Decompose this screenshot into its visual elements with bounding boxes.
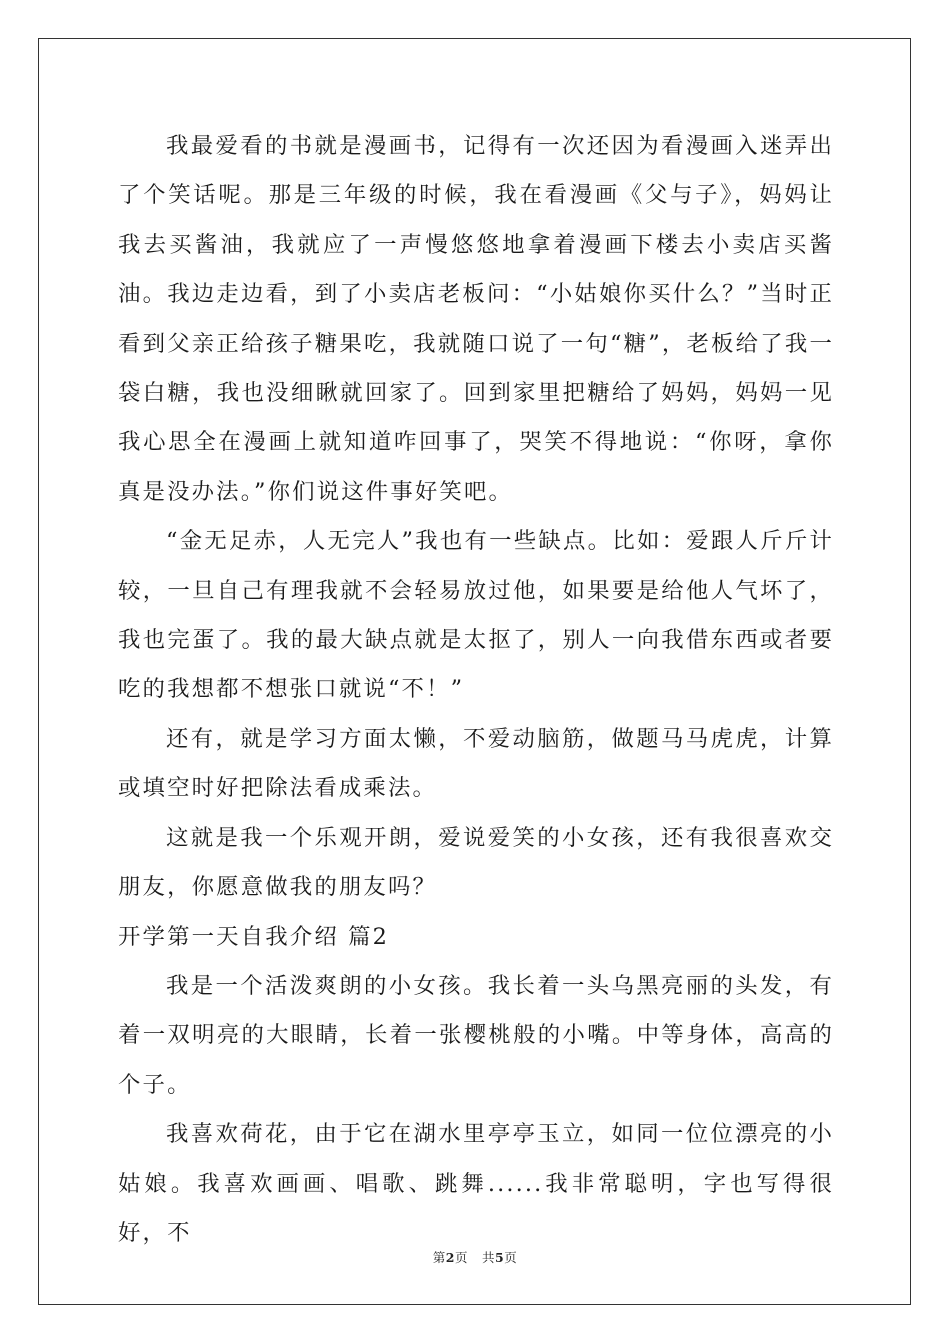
paragraph: 我喜欢荷花，由于它在湖水里亭亭玉立，如同一位位漂亮的小姑娘。我喜欢画画、唱歌、跳舞......我非常聪明，字也写得很好，不 [118,1121,834,1246]
page-suffix: 页 [454,1250,468,1265]
section-heading: 开学第一天自我介绍 篇2 [118,923,390,950]
page-prefix: 第 [432,1250,446,1265]
total-prefix: 共 [482,1250,496,1265]
paragraph: 还有，就是学习方面太懒，不爱动脑筋，做题马马虎虎，计算或填空时好把除法看成乘法。 [118,725,834,802]
total-suffix: 页 [504,1250,518,1265]
paragraph: 我是一个活泼爽朗的小女孩。我长着一头乌黑亮丽的头发，有着一双明亮的大眼睛，长着一张樱桃般的小嘴。中等身体，高高的个子。 [118,972,834,1098]
total-pages: 5 [495,1250,505,1265]
paragraph: “金无足赤，人无完人”我也有一些缺点。比如：爱跟人斤斤计较，一旦自己有理我就不会轻易放过他，如果要是给他人气坏了，我也完蛋了。我的最大缺点就是太抠了，别人一向我借东西或者要吃的我想都不想张口就说“不！” [118,528,834,703]
page-number: 2 [445,1250,455,1265]
document-body [118,122,834,1258]
paragraph: 这就是我一个乐观开朗，爱说爱笑的小女孩，还有我很喜欢交朋友，你愿意做我的朋友吗？ [118,824,834,901]
page-footer [0,1248,950,1266]
paragraph: 我最爱看的书就是漫画书，记得有一次还因为看漫画入迷弄出了个笑话呢。那是三年级的时候，我在看漫画《父与子》，妈妈让我去买酱油，我就应了一声慢悠悠地拿着漫画下楼去小卖店买酱油。我边走边看，到了小卖店老板问：“小姑娘你买什么？”当时正看到父亲正给孩子糖果吃，我就随口说了一句“糖”，老板给了我一袋白糖，我也没细瞅就回家了。回到家里把糖给了妈妈，妈妈一见我心思全在漫画上就知道咋回事了，哭笑不得地说：“你呀，拿你真是没办法。”你们说这件事好笑吧。 [118,133,834,505]
